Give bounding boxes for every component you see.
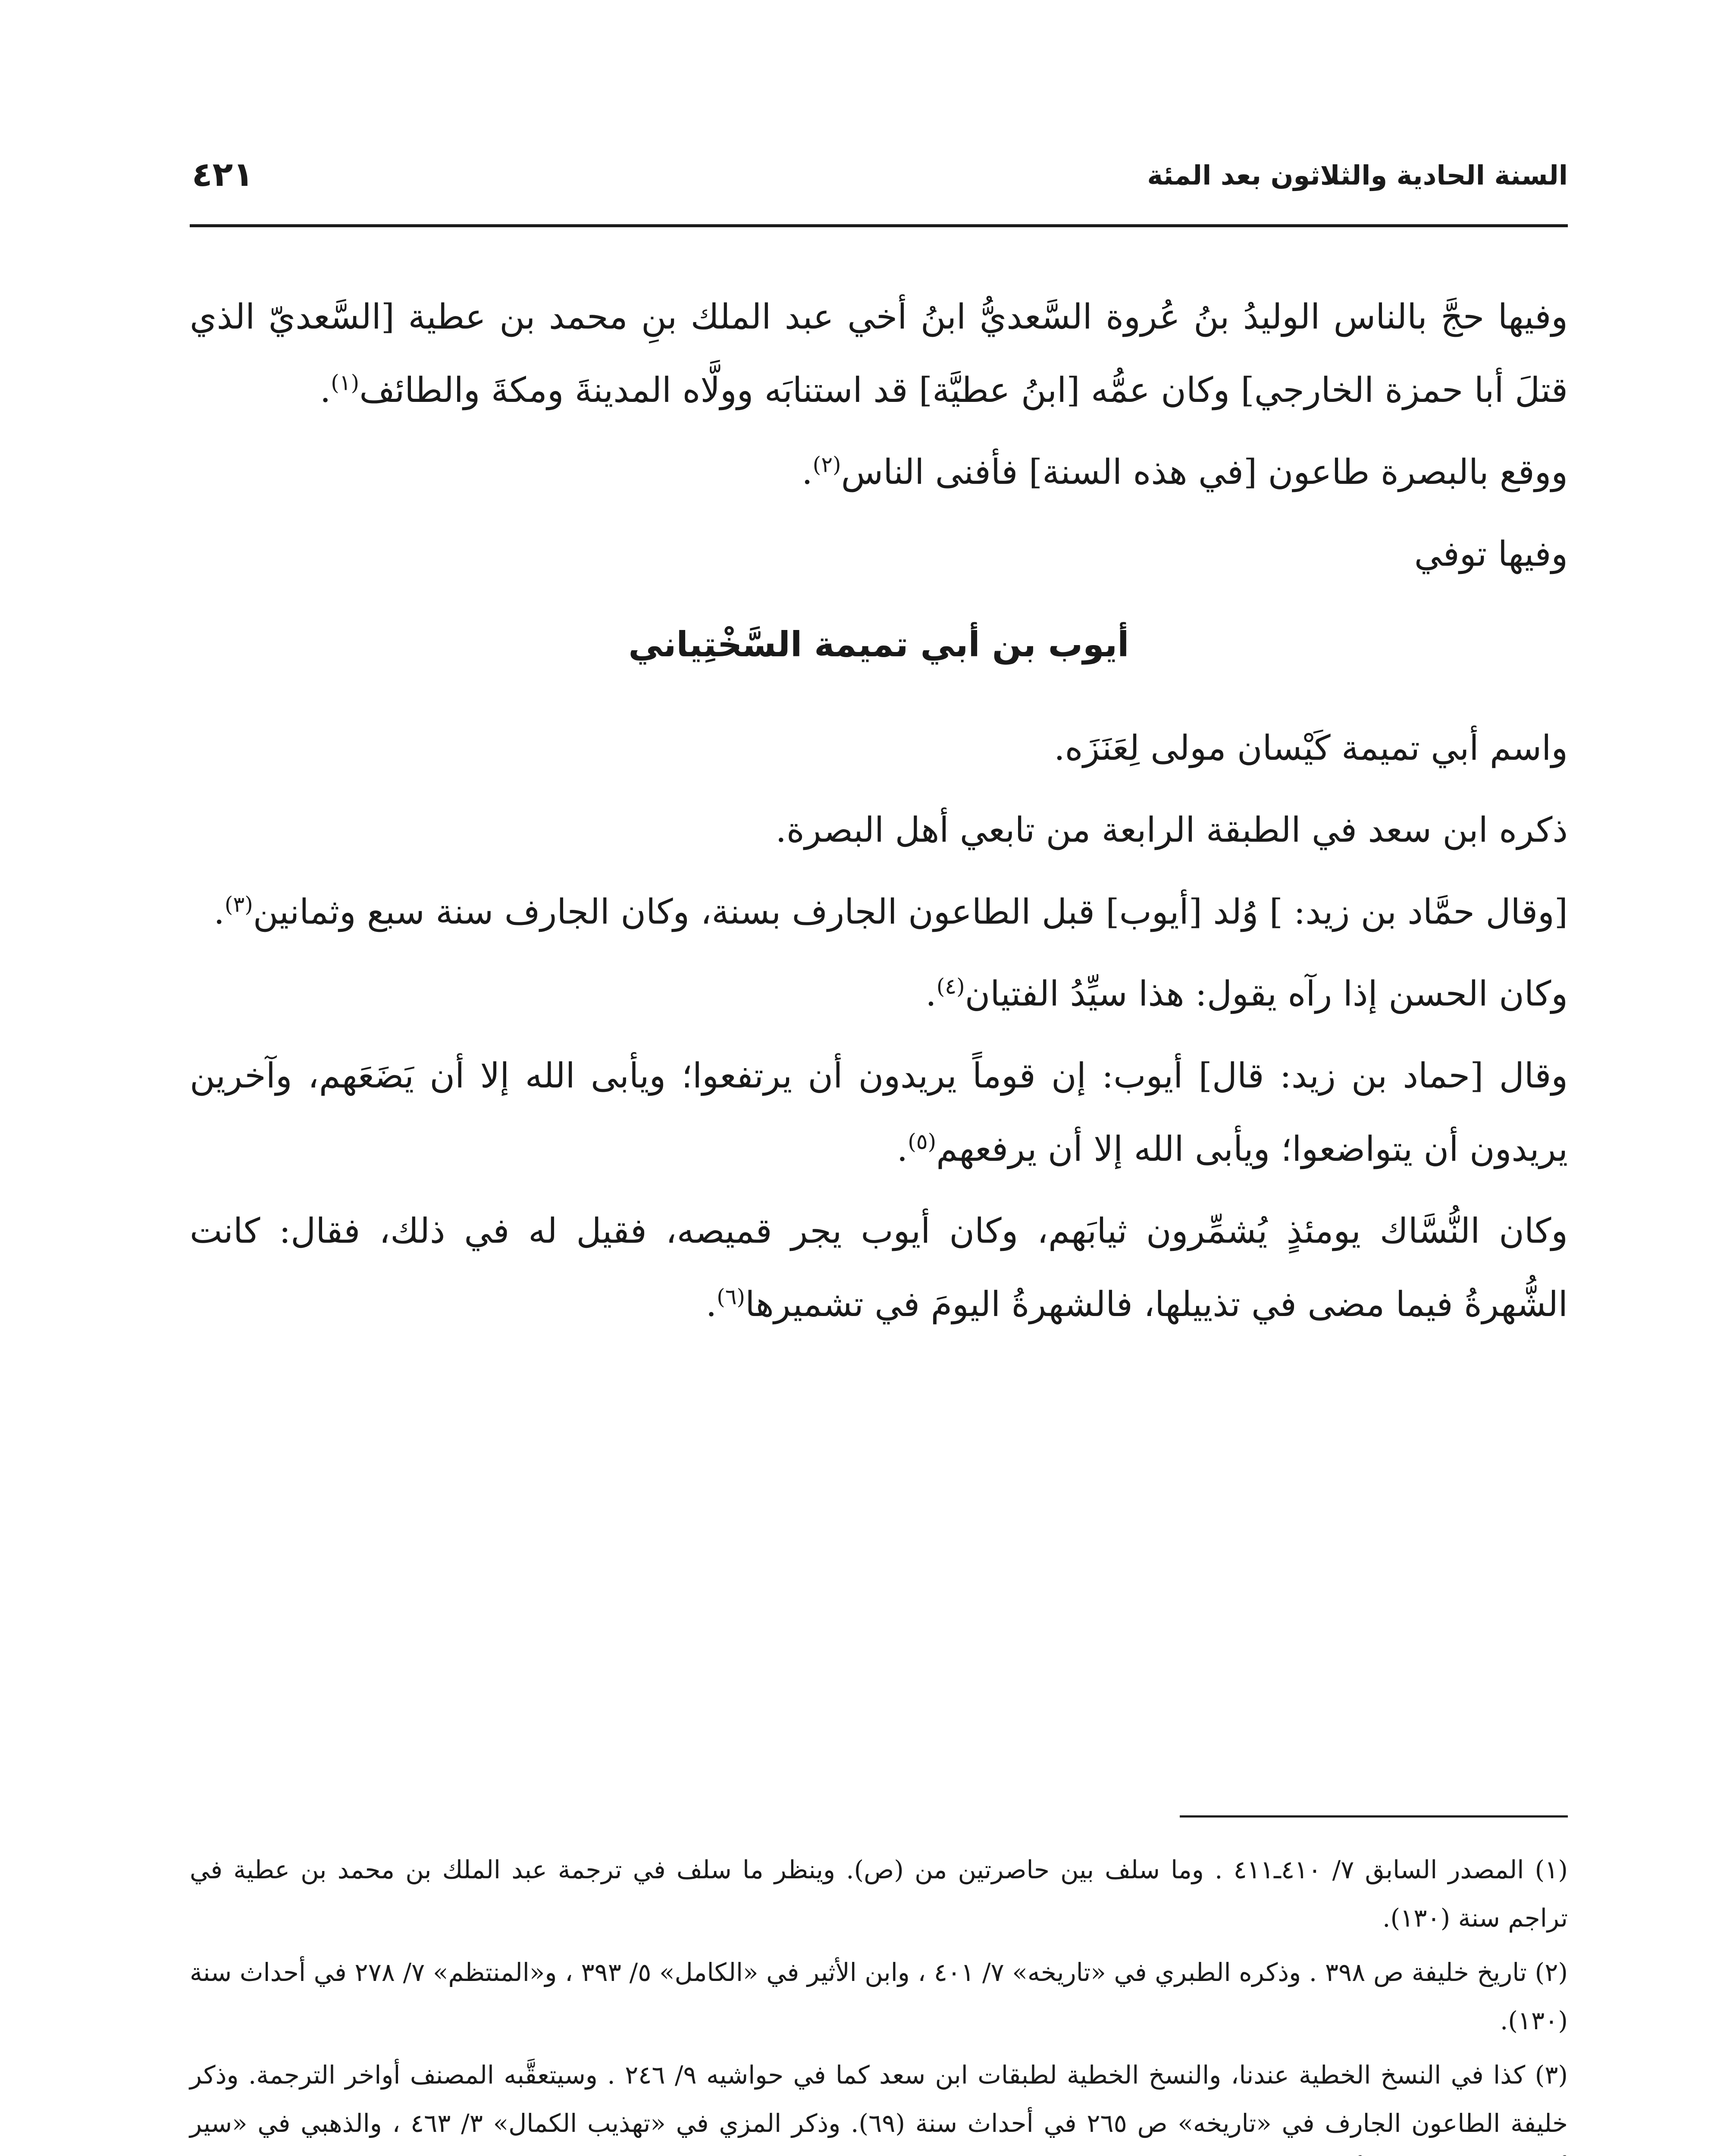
paragraph	[190, 875, 1568, 949]
paragraph	[190, 1039, 1568, 1186]
paragraph-text: [وقال حمَّاد بن زيد: ] وُلد [أيوب] قبل الطاعون الجارف بسنة، وكان الجارف سنة سبع وثمانين	[253, 892, 1568, 932]
paragraph-text: واسم أبي تميمة كَيْسان مولى لِعَنَزَه.	[1054, 728, 1568, 768]
section-heading: أيوب بن أبي تميمة السَّخْتِياني	[628, 624, 1129, 664]
period: .	[896, 1129, 908, 1169]
footnote-ref: (٥)	[908, 1129, 937, 1154]
paragraph-text: ذكره ابن سعد في الطبقة الرابعة من تابعي أهل البصرة.	[775, 810, 1568, 850]
footnote-separator	[1180, 1815, 1568, 1818]
footnote-ref: (١)	[331, 370, 360, 395]
paragraph	[190, 957, 1568, 1031]
footnote-ref: (٣)	[224, 892, 253, 917]
paragraph	[190, 280, 1568, 427]
footnote-ref: (٦)	[717, 1284, 746, 1310]
page-header	[192, 142, 1568, 216]
period: .	[213, 892, 225, 932]
main-text	[190, 280, 1568, 1350]
period: .	[320, 370, 331, 410]
footnotes	[190, 1846, 1568, 2156]
paragraph	[190, 793, 1568, 867]
paragraph-text: وقال [حماد بن زيد: قال] أيوب: إن قوماً يريدون أن يرتفعوا؛ ويأبى الله إلا أن يَضَعَهم، وآخرين يريدون أن يتواضعوا؛ ويأبى الله إلا أن يرفعهم	[190, 1056, 1568, 1169]
paragraph-text: وكان الحسن إذا رآه يقول: هذا سيِّدُ الفتيان	[965, 974, 1568, 1014]
footnote: (١) المصدر السابق ٧/ ٤١٠ـ٤١١ . وما سلف بين حاصرتين من (ص). وينظر ما سلف في ترجمة عبد الملك بن محمد بن عطية في تراجم سنة (١٣٠).	[190, 1855, 1568, 1933]
paragraph	[190, 711, 1568, 785]
paragraph-text: ووقع بالبصرة طاعون [في هذه السنة] فأفنى الناس	[841, 452, 1568, 492]
period: .	[925, 974, 937, 1014]
footnote: (٢) تاريخ خليفة ص ٣٩٨ . وذكره الطبري في «تاريخه» ٧/ ٤٠١ ، وابن الأثير في «الكامل» ٥/ ٣٩٣ ، و«المنتظم» ٧/ ٢٧٨ في أحداث سنة (١٣٠).	[190, 1958, 1568, 2035]
footnote-ref: (٤)	[936, 974, 965, 999]
paragraph	[190, 436, 1568, 509]
paragraph-text: وفيها توفي	[1414, 534, 1568, 574]
period: .	[802, 452, 813, 492]
paragraph-text: وفيها حجَّ بالناس الوليدُ بنُ عُروة السَّعديُّ ابنُ أخي عبد الملك بنِ محمد بن عطية [السَّعديّ الذي قتلَ أبا حمزة الخارجي] وكان عمُّه [ابنُ عطيَّة] قد استنابَه وولَّاه المدينةَ ومكةَ والطائف	[190, 297, 1568, 410]
period: .	[705, 1284, 717, 1324]
paragraph	[190, 517, 1568, 591]
header-rule	[190, 224, 1568, 227]
footnote-ref: (٢)	[812, 452, 841, 477]
paragraph	[190, 1194, 1568, 1341]
running-title: السنة الحادية والثلاثون بعد المئة	[1147, 160, 1568, 191]
page-number: ٤٢١	[192, 155, 254, 194]
footnote: (٣) كذا في النسخ الخطية عندنا، والنسخ الخطية لطبقات ابن سعد كما في حواشيه ٩/ ٢٤٦ . وسيتعقَّبه المصنف أواخر الترجمة. وذكر خليفة الطاعون الجارف في «تاريخه» ص ٢٦٥ في أحداث سنة (٦٩). وذكر المزي في «تهذيب الكمال» ٣/ ٤٦٣ ، والذهبي في «سير	[190, 2060, 1568, 2138]
paragraph-text: وكان النُّسَّاك يومئذٍ يُشمِّرون ثيابَهم، وكان أيوب يجر قميصه، فقيل له في ذلك، فقال: كانت الشُّهرةُ فيما مضى في تذييلها، فالشهرةُ اليومَ في تشميرها	[190, 1211, 1568, 1324]
